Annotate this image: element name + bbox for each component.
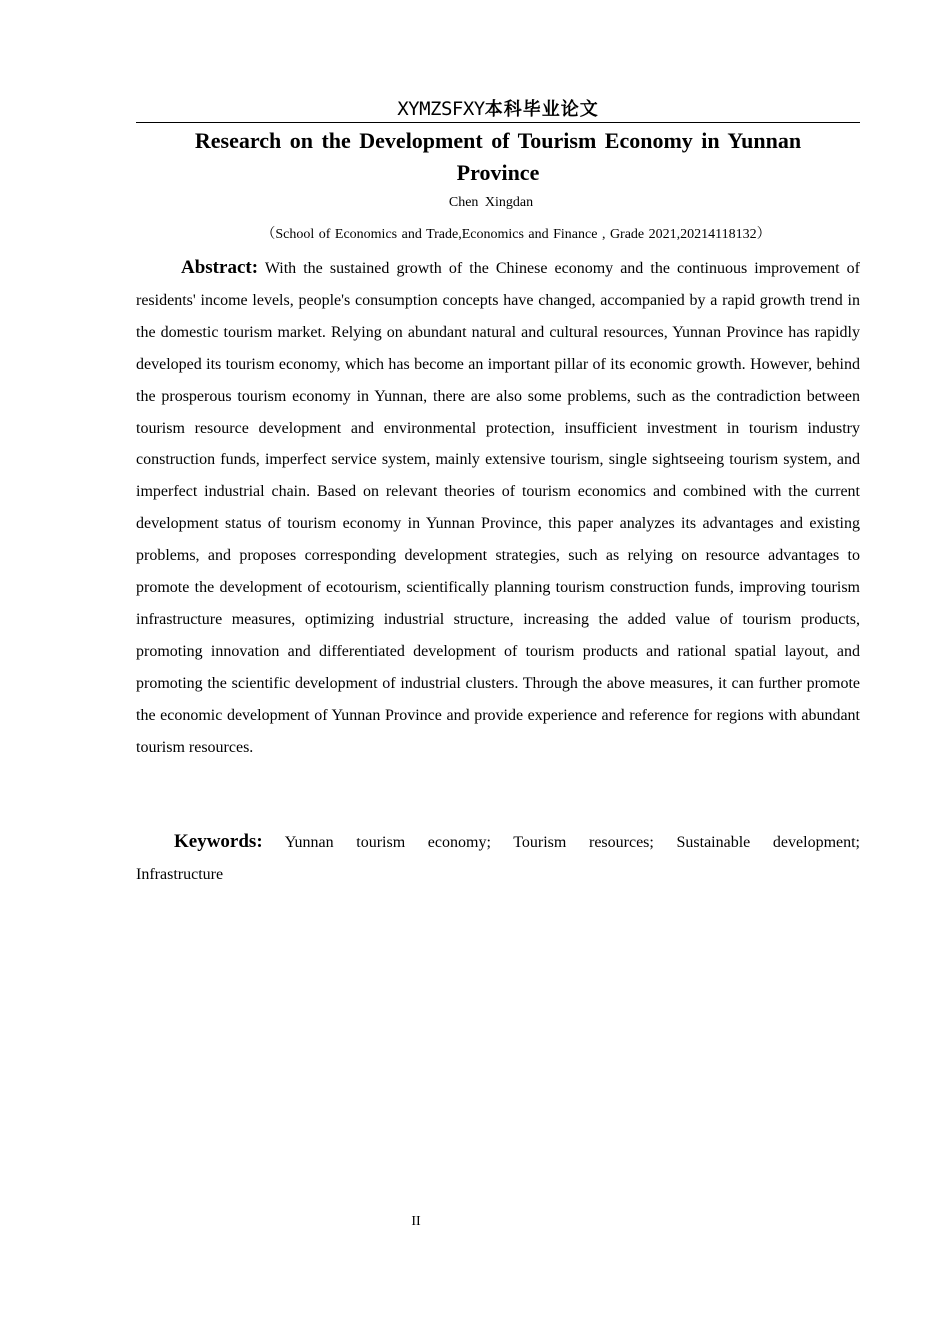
header-chinese-title: 本科毕业论文 xyxy=(484,99,599,120)
page-number: II xyxy=(411,1214,421,1229)
header-code: XYMZSFXY xyxy=(397,98,485,120)
author-name: Chen Xingdan xyxy=(448,195,534,210)
keywords-text: Yunnan tourism economy; Tourism resources; Sustainable development; Infrastructure xyxy=(136,834,861,883)
thesis-title: Research on the Development of Tourism Economy in Yunnan Province xyxy=(194,128,802,185)
keywords-paragraph xyxy=(136,826,860,890)
abstract-paragraph xyxy=(136,252,860,764)
keywords-label: Keywords: xyxy=(174,831,263,852)
page-header xyxy=(136,94,860,122)
abstract-text: With the sustained growth of the Chinese economy and the continuous improvement of residents' income levels, people's consumption concepts have changed, accompanied by a rapid growth trend in the domestic tourism market. Relying on abundant natural and cultural resources, Yunnan Province has rapidly developed its tourism economy, which has become an important pillar of its economic growth. However, behind the prosperous tourism economy in Yunnan, there are also some problems, such as the contradiction between tourism resource development and environmental protection, insufficient investment in tourism industry construction funds, imperfect service system, mainly extensive tourism, single sightseeing tourism system, and imperfect industrial chain. Based on relevant theories of tourism economics and combined with the current development status of tourism economy in Yunnan Province, this paper analyzes its advantages and existing problems, and proposes corresponding development strategies, such as relying on resource advantages to promote the development of ecotourism, scientifically planning tourism construction funds, improving tourism infrastructure measures, optimizing industrial structure, increasing the added value of tourism products, promoting innovation and differentiated development of tourism products and rational spatial layout, and promoting the scientific development of industrial clusters. Through the above measures, it can further promote the economic development of Yunnan Province and provide experience and reference for regions with abundant tourism resources. xyxy=(136,260,860,756)
header-divider xyxy=(136,122,860,123)
author-affiliation: （School of Economics and Trade,Economics and Finance , Grade 2021,20214118132） xyxy=(261,227,771,242)
abstract-label: Abstract: xyxy=(181,257,259,278)
